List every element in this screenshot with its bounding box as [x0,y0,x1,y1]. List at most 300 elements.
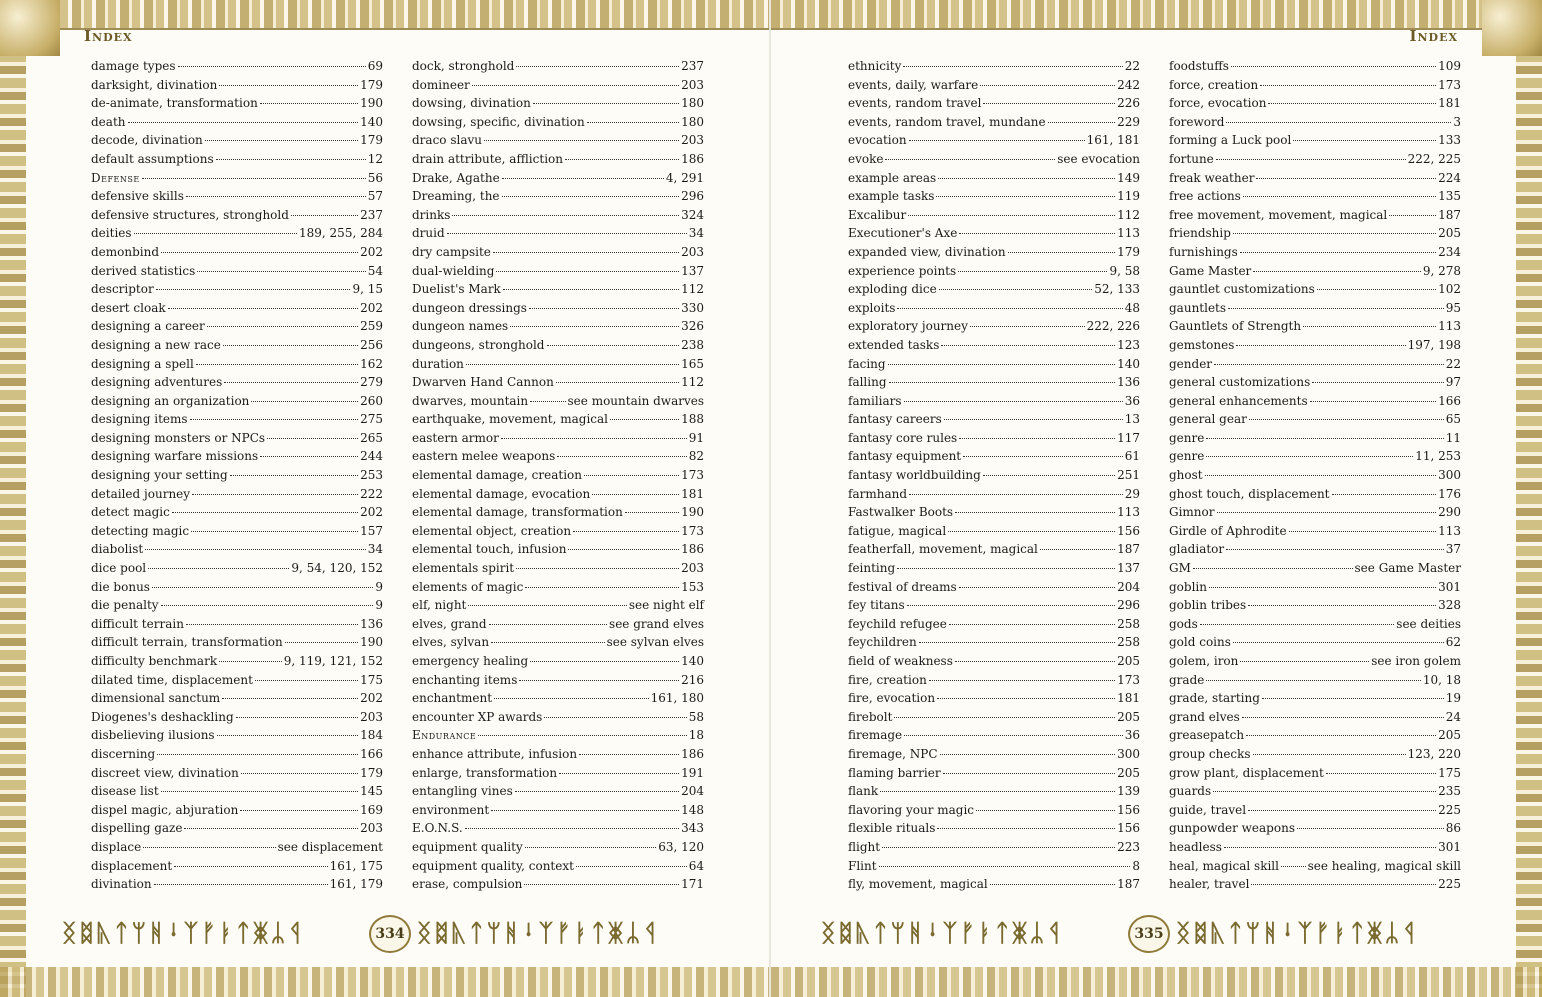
dot-leader [260,456,358,457]
index-page-ref: 203 [681,244,704,259]
index-entry [91,206,383,225]
index-entry [91,243,383,262]
index-page-ref: 58 [688,709,704,724]
index-term: fantasy equipment [848,449,962,464]
index-term: entangling vines [412,784,513,799]
index-entry [91,466,383,485]
dot-leader [1256,178,1436,179]
index-term: displacement [91,858,173,873]
dot-leader [1317,289,1436,290]
index-entry [1169,57,1461,76]
dot-leader [145,549,365,550]
dot-leader [240,810,358,811]
index-term: fantasy core rules [848,430,958,445]
index-page-ref: see displacement [277,839,383,854]
index-entry [848,615,1140,634]
index-entry [91,262,383,281]
index-term: designing items [91,412,188,427]
index-entry [91,819,383,838]
dot-leader [1040,549,1115,550]
dot-leader [1293,140,1436,141]
dot-leader [980,85,1115,86]
index-page-ref: 9, 58 [1109,263,1140,278]
index-page-ref: 203 [681,77,704,92]
dot-leader [1231,66,1436,67]
index-page-ref: 171 [681,877,704,892]
index-term: fatigue, magical [848,523,947,538]
index-page-ref: 113 [1117,505,1140,520]
index-term: designing warfare missions [91,449,259,464]
index-term: dimensional sanctum [91,691,221,706]
dot-leader [465,828,679,829]
index-page-ref: 139 [1117,784,1140,799]
index-entry [1169,355,1461,374]
dot-leader [452,215,679,216]
index-entry [1169,206,1461,225]
index-page-ref: 301 [1438,839,1461,854]
index-entry [91,373,383,392]
index-term: guide, travel [1169,802,1247,817]
index-page-ref: 187 [1117,542,1140,557]
index-entry [1169,94,1461,113]
index-term: dowsing, specific, divination [412,114,585,129]
index-term: designing monsters or NPCs [91,430,266,445]
dot-leader [1233,642,1444,643]
dot-leader [502,196,680,197]
index-page-ref: 190 [360,635,383,650]
index-page-ref: 253 [360,468,383,483]
index-entry [91,447,383,466]
index-page-ref: 9 [375,579,383,594]
index-entry [91,708,383,727]
dot-leader [936,196,1115,197]
index-entry [1169,540,1461,559]
dot-leader [1048,122,1115,123]
index-entry [1169,262,1461,281]
index-page-ref: 203 [360,821,383,836]
index-term: festival of dreams [848,579,957,594]
dot-leader [1240,252,1436,253]
index-page-ref: 34 [688,226,704,241]
index-term: free movement, movement, magical [1169,207,1388,222]
index-page-ref: 173 [1438,77,1461,92]
index-entry [848,466,1140,485]
index-term: elemental damage, transformation [412,505,623,520]
index-page-ref: 260 [360,393,383,408]
index-entry [1169,280,1461,299]
index-entry [848,262,1140,281]
index-page-ref: 54 [367,263,383,278]
index-entry [1169,764,1461,783]
dot-leader [568,549,679,550]
index-page-ref: 186 [681,542,704,557]
index-entry [412,169,704,188]
index-term: dungeon names [412,319,509,334]
dot-leader [919,642,1115,643]
index-page-ref: see evocation [1057,151,1140,166]
index-entry [1169,522,1461,541]
index-term: difficult terrain, transformation [91,635,283,650]
index-page-ref: 149 [1117,170,1140,185]
index-page-ref: 258 [1117,616,1140,631]
index-entry [848,559,1140,578]
index-page-ref: 197, 198 [1407,337,1461,352]
index-entry [412,336,704,355]
index-term: discerning [91,746,156,761]
index-page-ref: 82 [688,449,704,464]
dot-leader [976,810,1115,811]
dot-leader [1228,308,1444,309]
page-title: Index [84,27,133,45]
index-page-ref: 86 [1445,821,1461,836]
dot-leader [1205,475,1436,476]
index-page-ref: 148 [681,802,704,817]
index-entry [412,745,704,764]
index-entry [91,355,383,374]
dot-leader [186,624,358,625]
index-page-ref: 186 [681,746,704,761]
dot-leader [909,140,1085,141]
dot-leader [983,475,1115,476]
dot-leader [128,122,359,123]
index-term: farmhand [848,486,908,501]
index-page-ref: 162 [360,356,383,371]
index-entry [412,708,704,727]
index-term: disease list [91,784,159,799]
index-page-ref: 189, 255, 284 [299,226,383,241]
index-entry [91,113,383,132]
index-entry [91,485,383,504]
index-page-ref: 165 [681,356,704,371]
index-page-ref: 179 [360,133,383,148]
index-term: GM [1169,561,1191,576]
index-entry [412,76,704,95]
index-term: elemental damage, evocation [412,486,591,501]
index-term: drinks [412,207,451,222]
index-term: ghost touch, displacement [1169,486,1330,501]
index-entry [848,596,1140,615]
index-entry [412,559,704,578]
index-term: disbelieving ilusions [91,728,215,743]
index-entry [412,262,704,281]
index-page-ref: 52, 133 [1094,282,1140,297]
dot-leader [230,475,358,476]
index-page-ref: 242 [1117,77,1140,92]
index-entry [91,336,383,355]
dot-leader [1268,103,1436,104]
index-entry [91,503,383,522]
top-ornament-border [0,0,771,30]
index-entry [1169,596,1461,615]
dot-leader [1249,419,1444,420]
dot-leader [1226,122,1451,123]
index-entry [412,819,704,838]
dot-leader [937,698,1115,699]
index-page-ref: 296 [681,189,704,204]
index-entry [848,689,1140,708]
index-page-ref: 205 [1117,765,1140,780]
dot-leader [223,345,358,346]
right-page [771,0,1542,997]
index-term: gemstones [1169,337,1235,352]
dot-leader [186,196,366,197]
index-term: Gimnor [1169,505,1215,520]
index-page-ref: 9, 278 [1422,263,1461,278]
index-entry [412,280,704,299]
index-entry [91,726,383,745]
index-page-ref: 237 [681,59,704,73]
index-page-ref: 19 [1445,691,1461,706]
rune-ornament: ᛝᛥᚣᛏᛘᚻᛍᛉᚠᛓᛏᛤᛦᛩ [1176,919,1420,947]
index-term: dispelling gaze [91,821,183,836]
dot-leader [959,587,1115,588]
index-term: fantasy worldbuilding [848,468,981,483]
index-entry [91,615,383,634]
dot-leader [1240,661,1369,662]
dot-leader [447,233,687,234]
index-term: Flint [848,858,877,873]
index-term: fantasy careers [848,412,942,427]
dot-leader [219,661,282,662]
index-entry [412,875,704,894]
dot-leader [524,884,679,885]
index-entry [848,633,1140,652]
index-page-ref: 179 [1117,244,1140,259]
dot-leader [939,289,1092,290]
index-page-ref: 135 [1438,189,1461,204]
index-page-ref: see deities [1396,616,1461,631]
index-entry [1169,652,1461,671]
index-term: difficulty benchmark [91,654,218,668]
dot-leader [904,401,1123,402]
dot-leader [1289,531,1437,532]
index-term: desert cloak [91,300,166,315]
index-term: example tasks [848,189,935,204]
index-page-ref: 202 [360,244,383,259]
index-page-ref: 123 [1117,337,1140,352]
dot-leader [1008,252,1116,253]
index-term: descriptor [91,282,154,297]
dot-leader [519,680,679,681]
dot-leader [1326,773,1436,774]
index-entry [1169,169,1461,188]
index-term: enchanting items [412,672,518,687]
dot-leader [990,884,1115,885]
index-term: goblin tribes [1169,598,1247,613]
side-ornament-border [0,0,26,997]
index-page-ref: 112 [681,375,704,390]
dot-leader [1389,215,1436,216]
index-page-ref: 137 [1117,561,1140,576]
index-page-ref: 203 [360,709,383,724]
index-term: earthquake, movement, magical [412,412,609,427]
page-number: 335 [1128,915,1170,953]
dot-leader [496,271,679,272]
index-term: firebolt [848,709,893,724]
index-page-ref: 24 [1445,709,1461,724]
index-page-ref: 326 [681,319,704,334]
index-term: Defense [91,170,140,185]
index-term: detect magic [91,505,170,520]
index-page-ref: 238 [681,337,704,352]
index-entry [1169,559,1461,578]
index-term: ethnicity [848,59,902,73]
index-term: enchantment [412,691,493,706]
index-term: extended tasks [848,337,940,352]
index-entry [91,392,383,411]
dot-leader [530,661,679,662]
index-term: fey titans [848,598,905,613]
index-entry [848,410,1140,429]
index-entry [91,280,383,299]
dot-leader [207,326,358,327]
index-page-ref: 275 [360,412,383,427]
index-term: Dreaming, the [412,189,500,204]
dot-leader [1236,345,1405,346]
index-entry [848,671,1140,690]
dot-leader [219,85,358,86]
index-term: flavoring your magic [848,802,975,817]
index-entry [412,150,704,169]
corner-ornament [1482,0,1542,56]
index-entry [1169,373,1461,392]
index-entry [848,503,1140,522]
index-page-ref: 205 [1438,728,1461,743]
top-ornament-border [771,0,1542,30]
dot-leader [885,159,1055,160]
index-page-ref: 191 [681,765,704,780]
index-term: free actions [1169,189,1241,204]
index-column [412,57,704,894]
index-page-ref: 11 [1445,430,1461,445]
index-term: duration [412,356,464,371]
index-term: healer, travel [1169,877,1250,892]
dot-leader [1216,159,1406,160]
index-page-ref: 205 [1438,226,1461,241]
dot-leader [944,419,1123,420]
index-page-ref: 175 [360,672,383,687]
index-page-ref: 256 [360,337,383,352]
index-entry [1169,485,1461,504]
index-term: forming a Luck pool [1169,133,1292,148]
index-term: gauntlets [1169,300,1227,315]
index-term: grade, starting [1169,691,1260,706]
index-page-ref: 109 [1438,59,1461,73]
index-term: Drake, Agathe [412,170,500,185]
index-term: defensive structures, stronghold [91,207,289,222]
index-term: gunpowder weapons [1169,821,1295,836]
index-entry [848,838,1140,857]
index-page-ref: 301 [1438,579,1461,594]
index-term: grand elves [1169,709,1240,724]
dot-leader [1253,754,1406,755]
index-term: flight [848,839,881,854]
dot-leader [251,401,358,402]
dot-leader [904,735,1123,736]
index-page-ref: 65 [1445,412,1461,427]
dot-leader [576,866,687,867]
index-page-ref: 123, 220 [1407,746,1461,761]
dot-leader [501,438,687,439]
index-entry [412,578,704,597]
dot-leader [894,717,1115,718]
index-page-ref: see healing, magical skill [1307,858,1461,873]
index-entry [848,447,1140,466]
index-entry [1169,838,1461,857]
index-entry [1169,317,1461,336]
dot-leader [516,66,679,67]
dot-leader [1193,568,1353,569]
dot-leader [1246,735,1436,736]
index-entry [91,838,383,857]
dot-leader [491,810,679,811]
index-entry [412,243,704,262]
index-term: friendship [1169,226,1231,241]
dot-leader [267,438,358,439]
index-page-ref: 22 [1445,356,1461,371]
index-term: elemental damage, creation [412,468,582,483]
dot-leader [1248,605,1436,606]
dot-leader [190,419,359,420]
index-page-ref: 223 [1117,839,1140,854]
dot-leader [970,326,1085,327]
index-page-ref: 156 [1117,802,1140,817]
index-page-ref: 137 [681,263,704,278]
dot-leader [510,326,679,327]
index-entry [1169,131,1461,150]
dot-leader [503,289,679,290]
index-page-ref: 176 [1438,486,1461,501]
index-entry [1169,429,1461,448]
index-entry [412,485,704,504]
index-page-ref: 113 [1438,523,1461,538]
index-term: damage types [91,59,176,73]
index-term: druid [412,226,445,241]
index-page-ref: 156 [1117,821,1140,836]
index-page-ref: 186 [681,151,704,166]
index-term: elemental object, creation [412,523,572,538]
rune-ornament: ᛝᛥᚣᛏᛘᚻᛍᛉᚠᛓᛏᛤᛦᛩ [62,919,306,947]
page-title: Index [1409,27,1458,45]
index-entry [91,429,383,448]
index-entry [848,540,1140,559]
dot-leader [192,494,358,495]
index-entry [848,373,1140,392]
index-entry [1169,801,1461,820]
dot-leader [556,382,679,383]
index-term: equipment quality, context [412,858,574,873]
bottom-ornament-border [771,967,1542,997]
dot-leader [216,159,366,160]
index-page-ref: 112 [1117,207,1140,222]
index-term: darksight, divination [91,77,218,92]
index-page-ref: 187 [1117,877,1140,892]
index-entry [91,596,383,615]
index-column [848,57,1140,894]
index-page-ref: 225 [1438,802,1461,817]
index-term: force, evocation [1169,96,1267,111]
index-page-ref: 136 [360,616,383,631]
dot-leader [156,289,351,290]
index-term: dry campsite [412,244,491,259]
index-page-ref: 3 [1453,114,1461,129]
index-term: elf, night [412,598,467,613]
index-page-ref: 330 [681,300,704,315]
index-entry [91,522,383,541]
index-page-ref: 62 [1445,635,1461,650]
index-page-ref: 235 [1438,784,1461,799]
index-term: displace [91,839,142,854]
